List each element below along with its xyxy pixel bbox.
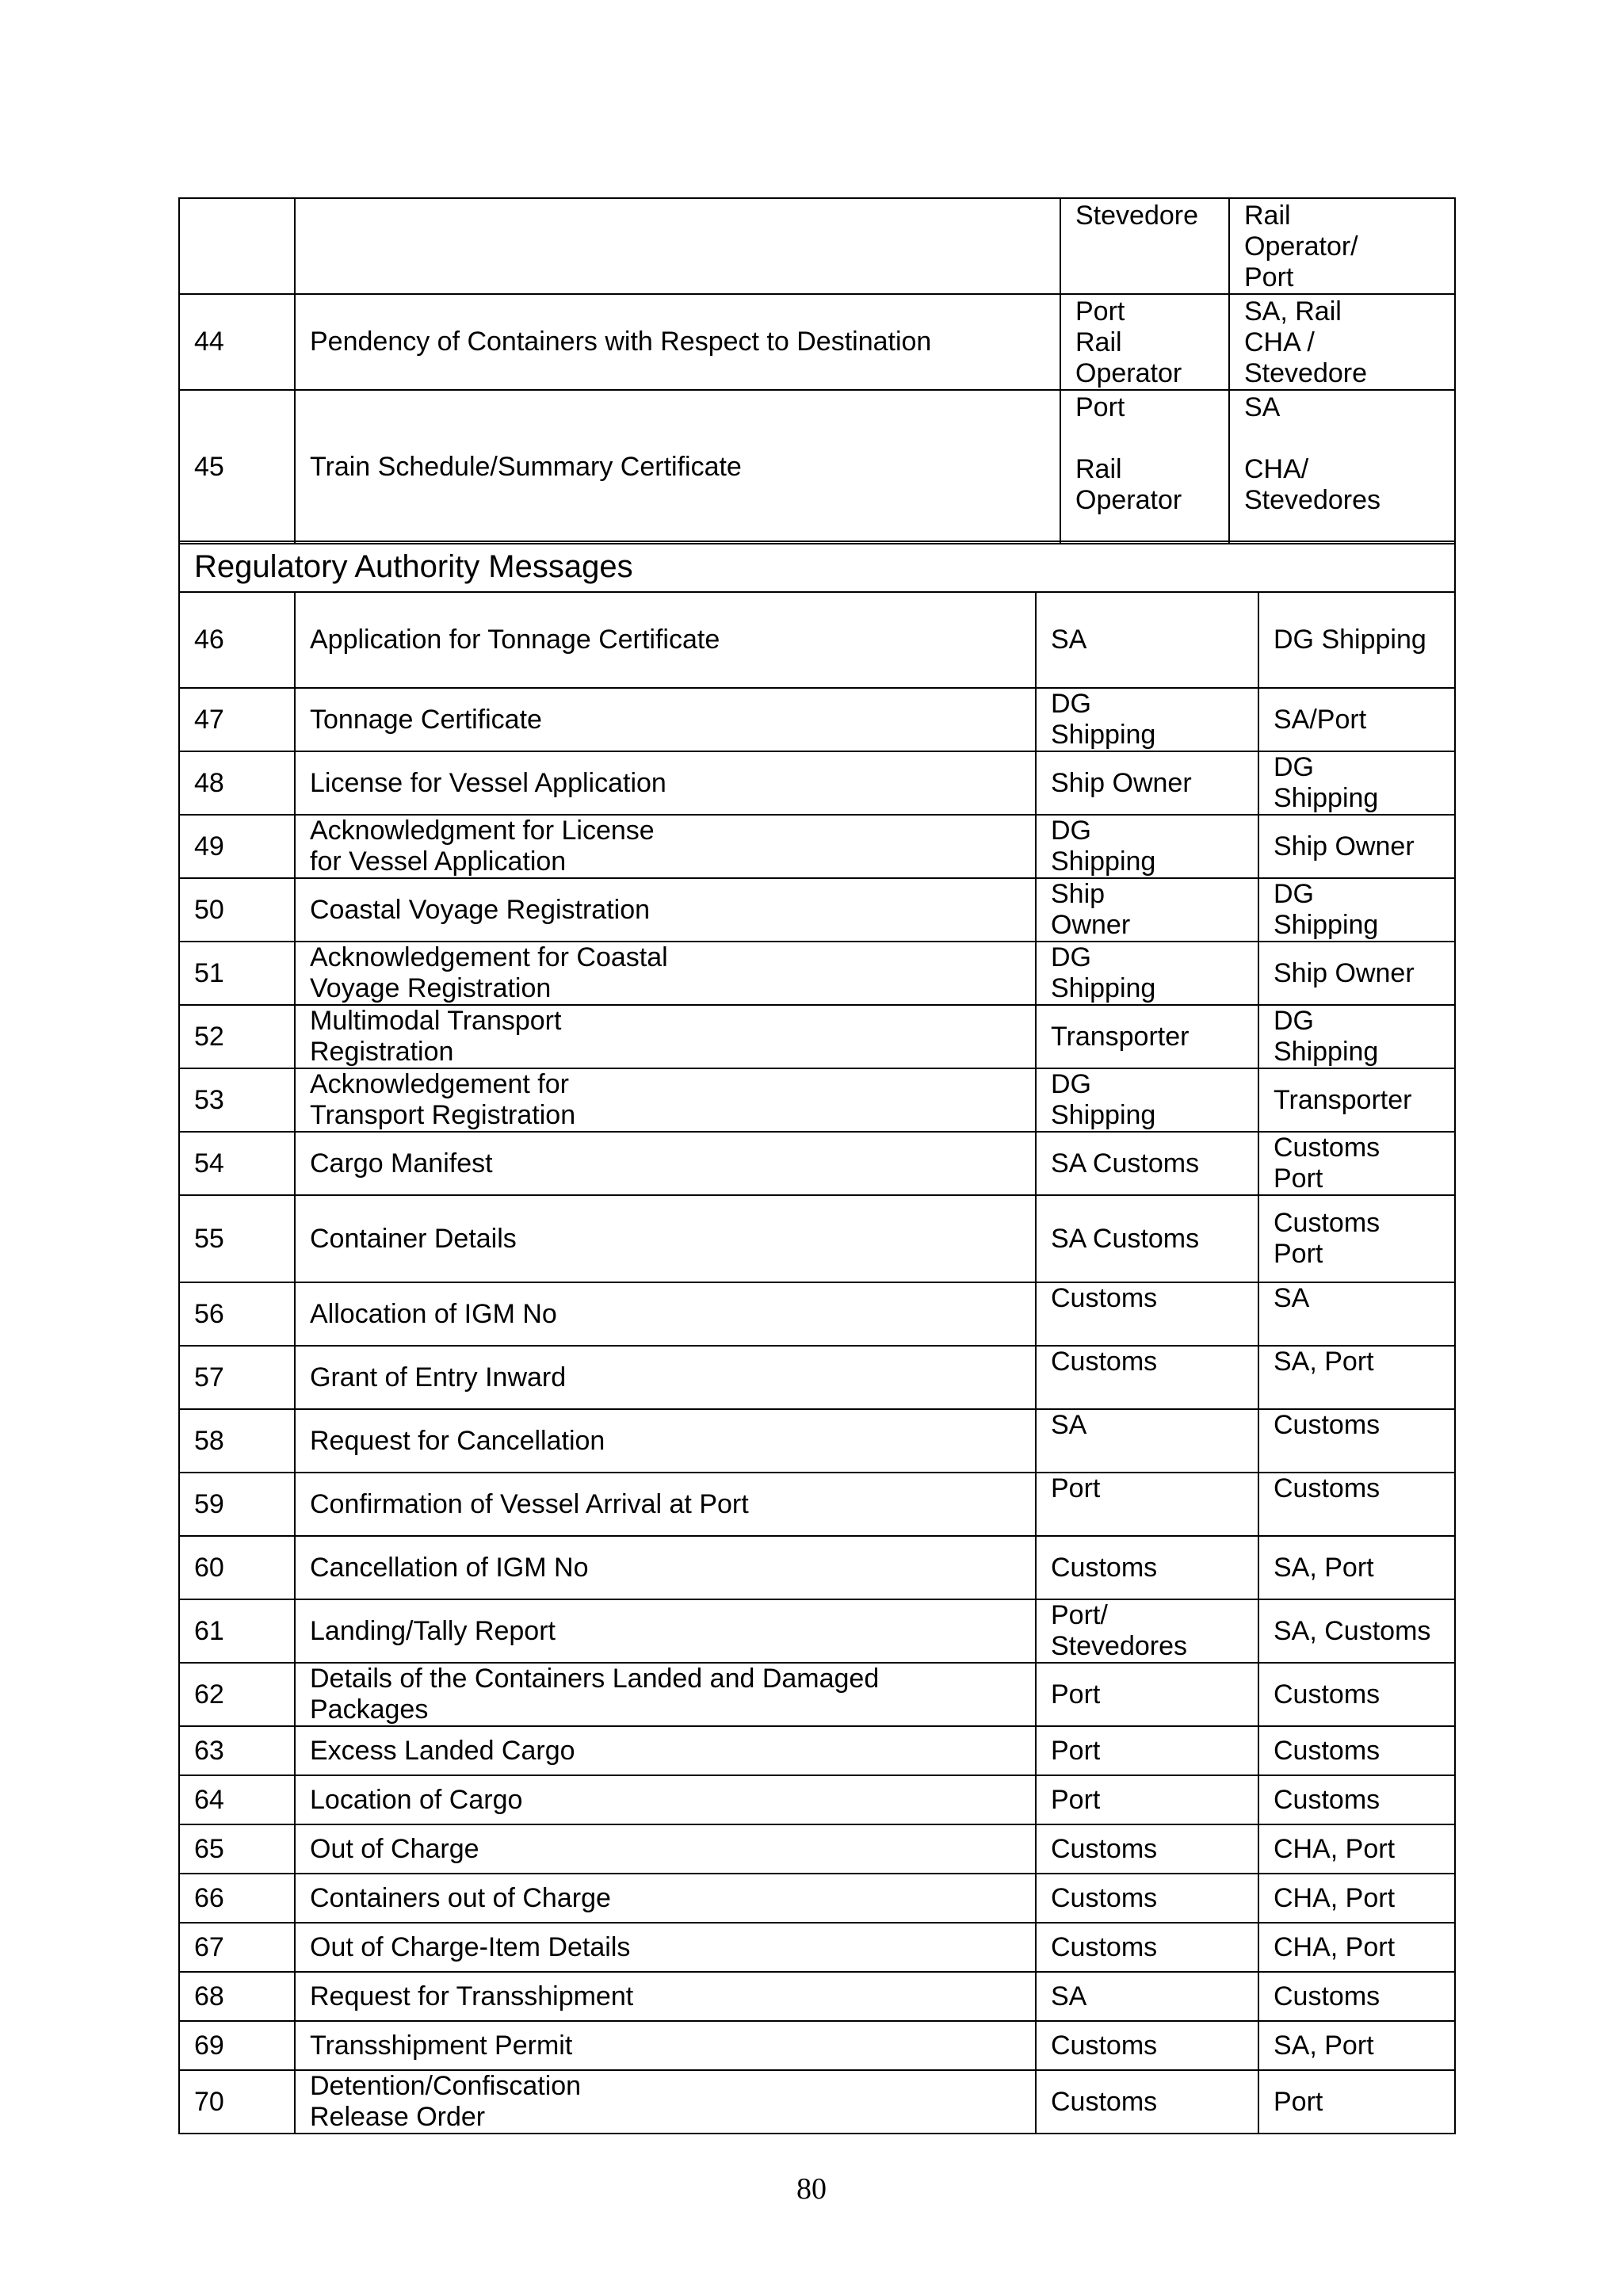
- sender-cell: Customs: [1036, 2021, 1258, 2070]
- message-name: Acknowledgment for License for Vessel Application: [295, 815, 1036, 878]
- receiver-cell: DG Shipping: [1258, 1005, 1455, 1068]
- message-name: Landing/Tally Report: [295, 1599, 1036, 1663]
- table-row: [179, 1972, 1455, 2021]
- receiver-cell: Customs Port: [1258, 1132, 1455, 1195]
- row-number: 45: [179, 390, 295, 544]
- table-row: [179, 942, 1455, 1005]
- row-number: 53: [179, 1068, 295, 1132]
- sender-cell: Customs: [1036, 1923, 1258, 1972]
- receiver-cell: Transporter: [1258, 1068, 1455, 1132]
- message-name: Multimodal Transport Registration: [295, 1005, 1036, 1068]
- sender-cell: DG Shipping: [1036, 942, 1258, 1005]
- table-row: [179, 878, 1455, 942]
- row-number: 58: [179, 1409, 295, 1473]
- table-row: [179, 390, 1455, 544]
- sender-cell: Port: [1036, 1473, 1258, 1536]
- sender-cell: Stevedore: [1060, 198, 1229, 294]
- section-heading-row: [179, 541, 1455, 592]
- table-row: [179, 1726, 1455, 1775]
- receiver-cell: Ship Owner: [1258, 815, 1455, 878]
- receiver-cell: SA, Customs: [1258, 1599, 1455, 1663]
- table-row: [179, 1874, 1455, 1923]
- row-number: [179, 198, 295, 294]
- sender-cell: Ship Owner: [1036, 751, 1258, 815]
- table-row: [179, 294, 1455, 390]
- page-number: 80: [796, 2172, 827, 2206]
- section-title: Regulatory Authority Messages: [179, 541, 1455, 592]
- row-number: 51: [179, 942, 295, 1005]
- message-name: Cargo Manifest: [295, 1132, 1036, 1195]
- sender-cell: SA Customs: [1036, 1132, 1258, 1195]
- row-number: 47: [179, 688, 295, 751]
- sender-cell: Customs: [1036, 2070, 1258, 2134]
- sender-cell: DG Shipping: [1036, 1068, 1258, 1132]
- receiver-cell: SA, Port: [1258, 1536, 1455, 1599]
- table-row: [179, 815, 1455, 878]
- message-name: Train Schedule/Summary Certificate: [295, 390, 1060, 544]
- table-row: [179, 751, 1455, 815]
- receiver-cell: SA, Port: [1258, 2021, 1455, 2070]
- message-name: Container Details: [295, 1195, 1036, 1282]
- message-name: Acknowledgement for Coastal Voyage Registration: [295, 942, 1036, 1005]
- row-number: 64: [179, 1775, 295, 1824]
- row-number: 60: [179, 1536, 295, 1599]
- row-number: 69: [179, 2021, 295, 2070]
- row-number: 65: [179, 1824, 295, 1874]
- receiver-cell: SA/Port: [1258, 688, 1455, 751]
- message-name: Request for Cancellation: [295, 1409, 1036, 1473]
- table-row: [179, 1473, 1455, 1536]
- sender-cell: Customs: [1036, 1346, 1258, 1409]
- receiver-cell: Customs: [1258, 1775, 1455, 1824]
- message-name: Excess Landed Cargo: [295, 1726, 1036, 1775]
- row-number: 70: [179, 2070, 295, 2134]
- sender-cell: Ship Owner: [1036, 878, 1258, 942]
- sender-cell: SA Customs: [1036, 1195, 1258, 1282]
- row-number: 56: [179, 1282, 295, 1346]
- sender-cell: SA: [1036, 592, 1258, 688]
- regulatory-messages-table: [178, 541, 1456, 2134]
- sender-cell: Port Rail Operator: [1060, 390, 1229, 544]
- receiver-cell: Ship Owner: [1258, 942, 1455, 1005]
- table-row: [179, 688, 1455, 751]
- message-name: License for Vessel Application: [295, 751, 1036, 815]
- sender-cell: Customs: [1036, 1282, 1258, 1346]
- row-number: 59: [179, 1473, 295, 1536]
- row-number: 48: [179, 751, 295, 815]
- sender-cell: Port Rail Operator: [1060, 294, 1229, 390]
- row-number: 57: [179, 1346, 295, 1409]
- sender-cell: Port: [1036, 1775, 1258, 1824]
- table-row: [179, 1005, 1455, 1068]
- message-name: Acknowledgement for Transport Registration: [295, 1068, 1036, 1132]
- receiver-cell: SA, Port: [1258, 1346, 1455, 1409]
- row-number: 54: [179, 1132, 295, 1195]
- sender-cell: SA: [1036, 1972, 1258, 2021]
- sender-cell: Customs: [1036, 1536, 1258, 1599]
- receiver-cell: DG Shipping: [1258, 878, 1455, 942]
- table-row: [179, 592, 1455, 688]
- table-row: [179, 1195, 1455, 1282]
- receiver-cell: Customs: [1258, 1972, 1455, 2021]
- row-number: 67: [179, 1923, 295, 1972]
- receiver-cell: Customs: [1258, 1409, 1455, 1473]
- table-row: [179, 1282, 1455, 1346]
- sender-cell: Customs: [1036, 1824, 1258, 1874]
- row-number: 68: [179, 1972, 295, 2021]
- message-name: Location of Cargo: [295, 1775, 1036, 1824]
- receiver-cell: Customs: [1258, 1726, 1455, 1775]
- message-name: Tonnage Certificate: [295, 688, 1036, 751]
- sender-cell: Customs: [1036, 1874, 1258, 1923]
- receiver-cell: Customs Port: [1258, 1195, 1455, 1282]
- message-name: Coastal Voyage Registration: [295, 878, 1036, 942]
- row-number: 49: [179, 815, 295, 878]
- message-name: Allocation of IGM No: [295, 1282, 1036, 1346]
- row-number: 63: [179, 1726, 295, 1775]
- table-row: [179, 1536, 1455, 1599]
- message-name: Request for Transshipment: [295, 1972, 1036, 2021]
- receiver-cell: SA: [1258, 1282, 1455, 1346]
- continued-message-table: [178, 197, 1456, 544]
- table-row: [179, 1132, 1455, 1195]
- sender-cell: DG Shipping: [1036, 815, 1258, 878]
- receiver-cell: CHA, Port: [1258, 1874, 1455, 1923]
- message-name: Detention/Confiscation Release Order: [295, 2070, 1036, 2134]
- message-name: Cancellation of IGM No: [295, 1536, 1036, 1599]
- sender-cell: Port: [1036, 1663, 1258, 1726]
- row-number: 66: [179, 1874, 295, 1923]
- receiver-cell: CHA, Port: [1258, 1923, 1455, 1972]
- row-number: 61: [179, 1599, 295, 1663]
- message-name: Pendency of Containers with Respect to Destination: [295, 294, 1060, 390]
- table-row: [179, 1409, 1455, 1473]
- message-name: Application for Tonnage Certificate: [295, 592, 1036, 688]
- receiver-cell: Customs: [1258, 1663, 1455, 1726]
- receiver-cell: DG Shipping: [1258, 751, 1455, 815]
- table-row: [179, 1775, 1455, 1824]
- table-row: [179, 1068, 1455, 1132]
- receiver-cell: Customs: [1258, 1473, 1455, 1536]
- table-row: [179, 1824, 1455, 1874]
- table-row: [179, 198, 1455, 294]
- row-number: 46: [179, 592, 295, 688]
- message-name: Details of the Containers Landed and Damaged Packages: [295, 1663, 1036, 1726]
- message-name: Containers out of Charge: [295, 1874, 1036, 1923]
- table-row: [179, 1599, 1455, 1663]
- table-row: [179, 1663, 1455, 1726]
- sender-cell: SA: [1036, 1409, 1258, 1473]
- row-number: 55: [179, 1195, 295, 1282]
- message-name: [295, 198, 1060, 294]
- receiver-cell: CHA, Port: [1258, 1824, 1455, 1874]
- table-row: [179, 1346, 1455, 1409]
- row-number: 52: [179, 1005, 295, 1068]
- receiver-cell: DG Shipping: [1258, 592, 1455, 688]
- row-number: 50: [179, 878, 295, 942]
- receiver-cell: Port: [1258, 2070, 1455, 2134]
- receiver-cell: SA CHA/ Stevedores: [1229, 390, 1455, 544]
- table-row: [179, 2021, 1455, 2070]
- sender-cell: Port: [1036, 1726, 1258, 1775]
- row-number: 62: [179, 1663, 295, 1726]
- row-number: 44: [179, 294, 295, 390]
- sender-cell: DG Shipping: [1036, 688, 1258, 751]
- receiver-cell: SA, Rail CHA / Stevedore: [1229, 294, 1455, 390]
- sender-cell: Transporter: [1036, 1005, 1258, 1068]
- table-row: [179, 2070, 1455, 2134]
- message-name: Grant of Entry Inward: [295, 1346, 1036, 1409]
- message-name: Transshipment Permit: [295, 2021, 1036, 2070]
- message-name: Confirmation of Vessel Arrival at Port: [295, 1473, 1036, 1536]
- sender-cell: Port/ Stevedores: [1036, 1599, 1258, 1663]
- receiver-cell: Rail Operator/ Port: [1229, 198, 1455, 294]
- message-name: Out of Charge-Item Details: [295, 1923, 1036, 1972]
- message-name: Out of Charge: [295, 1824, 1036, 1874]
- table-row: [179, 1923, 1455, 1972]
